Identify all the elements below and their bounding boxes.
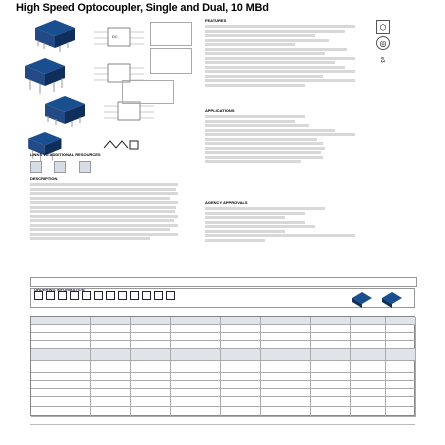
table-cell bbox=[131, 349, 171, 361]
table-cell bbox=[351, 341, 386, 349]
table-cell bbox=[171, 407, 221, 417]
table-cell bbox=[91, 333, 131, 341]
table-cell bbox=[131, 325, 171, 333]
applications-list bbox=[205, 115, 375, 163]
applications-section bbox=[205, 108, 375, 165]
part-number-box bbox=[118, 291, 127, 300]
design-tools-icon[interactable] bbox=[79, 161, 91, 173]
ordering-heading-bar bbox=[30, 277, 417, 292]
table-cell bbox=[91, 349, 131, 361]
links-section bbox=[30, 152, 180, 178]
table-cell bbox=[261, 341, 311, 349]
table-cell bbox=[91, 361, 131, 373]
part-number-box bbox=[58, 291, 67, 300]
table-cell bbox=[171, 373, 221, 381]
table-cell bbox=[311, 361, 351, 373]
table-cell bbox=[221, 389, 261, 397]
table-cell bbox=[91, 389, 131, 397]
part-number-box bbox=[94, 291, 103, 300]
table-cell bbox=[351, 325, 386, 333]
table-cell bbox=[351, 333, 386, 341]
table-cell bbox=[351, 317, 386, 325]
part-number-box bbox=[130, 291, 139, 300]
table-cell bbox=[91, 381, 131, 389]
table-cell bbox=[261, 349, 311, 361]
table-cell bbox=[91, 373, 131, 381]
agency-heading: AGENCY APPROVALS bbox=[205, 200, 248, 205]
table-cell bbox=[31, 381, 91, 389]
table-cell bbox=[171, 333, 221, 341]
table-cell bbox=[261, 381, 311, 389]
table-cell bbox=[221, 333, 261, 341]
table-cell bbox=[221, 373, 261, 381]
page-title: High Speed Optocoupler, Single and Dual, 10 MBd bbox=[16, 2, 269, 14]
table-cell bbox=[261, 333, 311, 341]
table-cell bbox=[261, 389, 311, 397]
part-number-box bbox=[142, 291, 151, 300]
part-number-box bbox=[34, 291, 43, 300]
ordering-table bbox=[30, 316, 415, 416]
table-cell bbox=[311, 373, 351, 381]
table-cell bbox=[31, 389, 91, 397]
ordering-heading: ORDERING INFORMATION bbox=[34, 287, 85, 292]
part-number-box bbox=[70, 291, 79, 300]
table-cell bbox=[31, 407, 91, 417]
table-cell bbox=[131, 407, 171, 417]
table-cell bbox=[221, 341, 261, 349]
table-cell bbox=[261, 317, 311, 325]
table-cell bbox=[386, 317, 416, 325]
part-number-box bbox=[154, 291, 163, 300]
table-cell bbox=[351, 361, 386, 373]
table-cell bbox=[311, 341, 351, 349]
table-cell bbox=[131, 397, 171, 407]
green-logo: e3 bbox=[379, 57, 385, 63]
table-cell bbox=[261, 373, 311, 381]
table-cell bbox=[351, 407, 386, 417]
table-cell bbox=[91, 397, 131, 407]
table-cell bbox=[171, 381, 221, 389]
description-text bbox=[30, 183, 180, 240]
table-cell bbox=[31, 361, 91, 373]
package-8pin-smd bbox=[30, 18, 90, 58]
part-number-box bbox=[106, 291, 115, 300]
schematic-symbol bbox=[102, 138, 142, 152]
table-cell bbox=[31, 333, 91, 341]
table-cell bbox=[386, 397, 416, 407]
table-cell bbox=[386, 389, 416, 397]
table-cell bbox=[91, 341, 131, 349]
part-number-box bbox=[82, 291, 91, 300]
features-heading: FEATURES bbox=[205, 18, 227, 23]
description-heading: DESCRIPTION bbox=[30, 176, 58, 181]
table-cell bbox=[91, 325, 131, 333]
table-cell bbox=[171, 349, 221, 361]
package-drawing-outline-2 bbox=[150, 48, 192, 74]
table-cell bbox=[311, 333, 351, 341]
agency-list bbox=[205, 207, 375, 242]
table-cell bbox=[351, 381, 386, 389]
table-cell bbox=[31, 317, 91, 325]
table-cell bbox=[221, 325, 261, 333]
package-8pin-dip bbox=[20, 56, 80, 96]
table-cell bbox=[131, 317, 171, 325]
table-cell bbox=[351, 389, 386, 397]
table-cell bbox=[31, 397, 91, 407]
table-cell bbox=[171, 341, 221, 349]
table-cell bbox=[311, 381, 351, 389]
table-cell bbox=[311, 325, 351, 333]
table-cell bbox=[31, 349, 91, 361]
table-cell bbox=[131, 373, 171, 381]
table-cell bbox=[351, 349, 386, 361]
part-number-box bbox=[166, 291, 175, 300]
table-cell bbox=[221, 381, 261, 389]
agency-section bbox=[205, 200, 375, 243]
table-cell bbox=[311, 407, 351, 417]
table-cell bbox=[386, 341, 416, 349]
features-list bbox=[205, 25, 375, 87]
table-cell bbox=[171, 325, 221, 333]
table-cell bbox=[261, 397, 311, 407]
table-cell bbox=[386, 407, 416, 417]
table-cell bbox=[221, 397, 261, 407]
package-drawing-1 bbox=[90, 24, 148, 52]
table-cell bbox=[171, 389, 221, 397]
table-cell bbox=[221, 349, 261, 361]
table-cell bbox=[131, 381, 171, 389]
table-cell bbox=[386, 325, 416, 333]
package-8pin-smd-2 bbox=[40, 94, 100, 134]
features-section bbox=[205, 18, 375, 88]
package-option-icons bbox=[348, 290, 414, 310]
table-cell bbox=[221, 361, 261, 373]
table-cell bbox=[221, 407, 261, 417]
table-cell bbox=[386, 333, 416, 341]
table-cell bbox=[351, 397, 386, 407]
table-cell bbox=[386, 381, 416, 389]
3d-models-icon-2[interactable] bbox=[54, 161, 66, 173]
table-cell bbox=[311, 349, 351, 361]
table-cell bbox=[311, 317, 351, 325]
description-section bbox=[30, 176, 180, 242]
package-drawing-outline-1 bbox=[150, 22, 192, 46]
table-cell bbox=[261, 325, 311, 333]
table-cell bbox=[386, 373, 416, 381]
3d-models-icon[interactable] bbox=[30, 161, 42, 173]
table-cell bbox=[386, 349, 416, 361]
table-cell bbox=[131, 361, 171, 373]
table-cell bbox=[31, 373, 91, 381]
links-heading: LINKS TO ADDITIONAL RESOURCES bbox=[30, 152, 101, 157]
part-number-box bbox=[46, 291, 55, 300]
table-cell bbox=[351, 373, 386, 381]
halogen-free-logo: ◎ bbox=[376, 36, 390, 50]
table-cell bbox=[311, 389, 351, 397]
table-cell bbox=[171, 317, 221, 325]
table-cell bbox=[31, 325, 91, 333]
rohs-logo: ⬡ bbox=[376, 20, 390, 34]
table-cell bbox=[31, 341, 91, 349]
applications-heading: APPLICATIONS bbox=[205, 108, 235, 113]
table-cell bbox=[171, 361, 221, 373]
footer-rule bbox=[30, 424, 415, 435]
table-cell bbox=[261, 361, 311, 373]
table-cell bbox=[171, 397, 221, 407]
table-cell bbox=[131, 333, 171, 341]
table-cell bbox=[311, 397, 351, 407]
table-cell bbox=[261, 407, 311, 417]
table-cell bbox=[131, 341, 171, 349]
table-cell bbox=[386, 361, 416, 373]
package-drawing-outline-3 bbox=[122, 80, 174, 104]
svg-text:DC: DC bbox=[112, 34, 118, 39]
table-cell bbox=[91, 317, 131, 325]
table-cell bbox=[91, 407, 131, 417]
table-cell bbox=[221, 317, 261, 325]
table-cell bbox=[131, 389, 171, 397]
